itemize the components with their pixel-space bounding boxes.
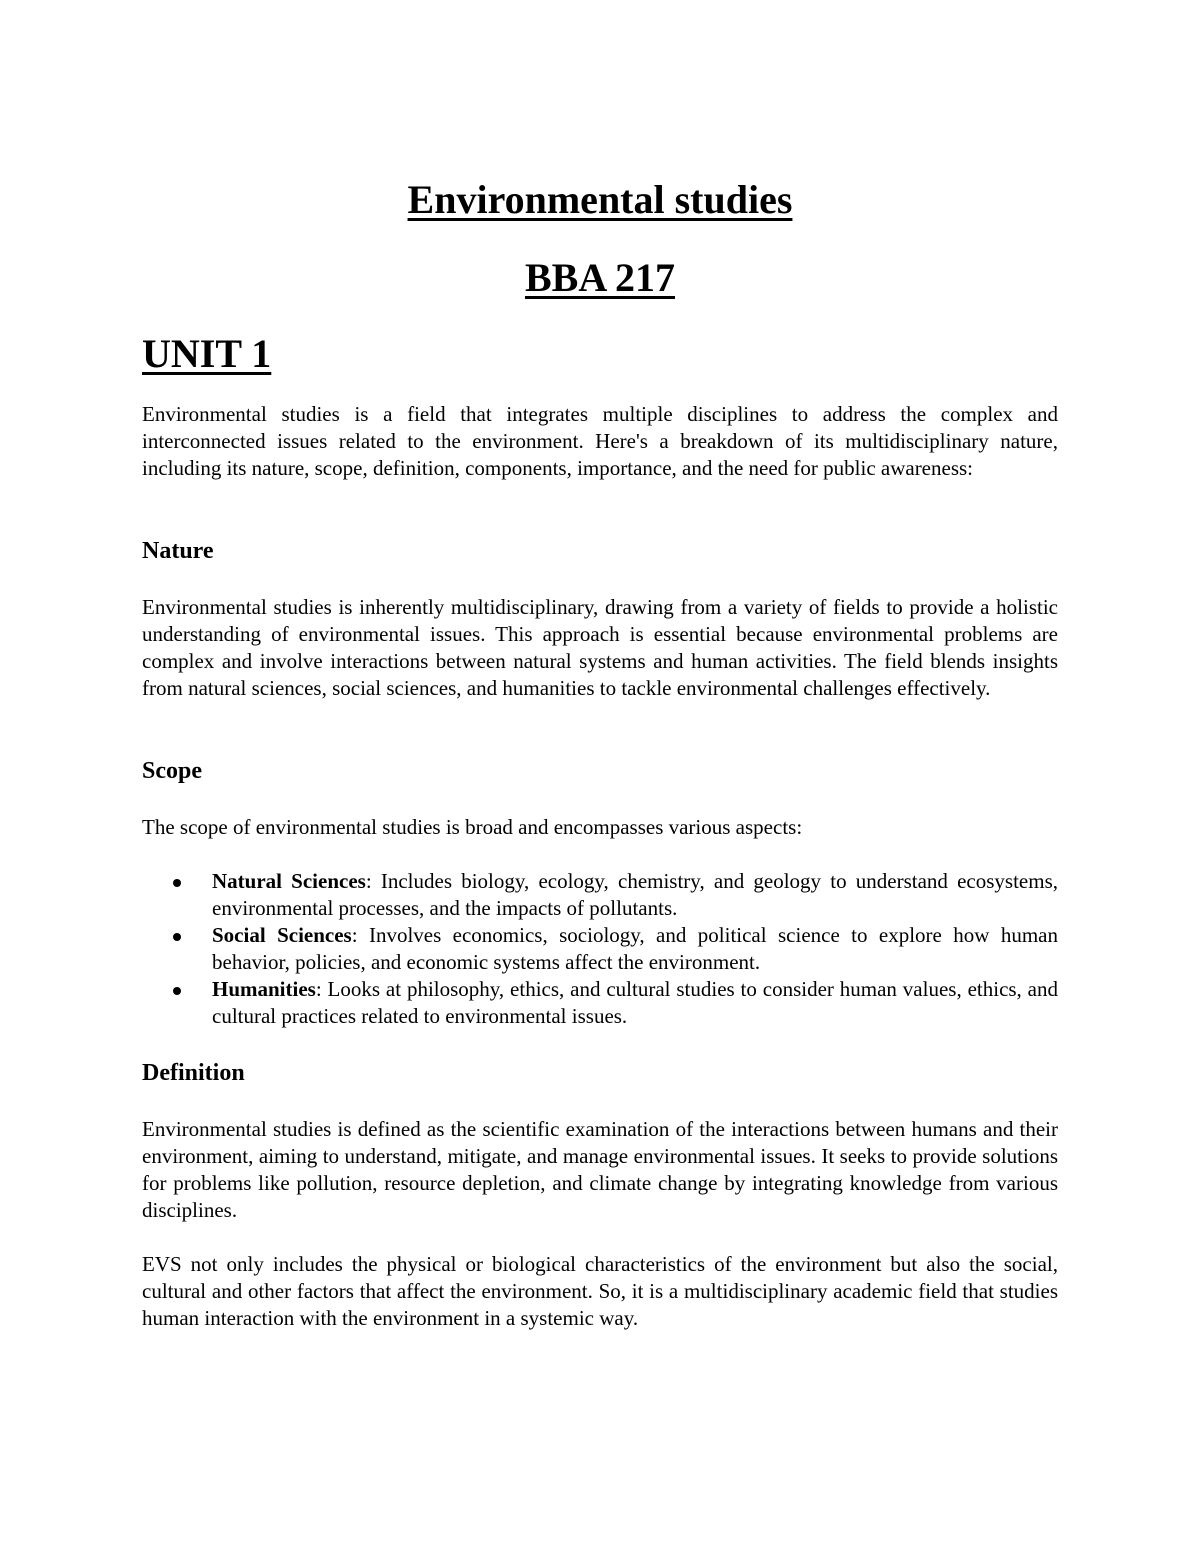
nature-heading: Nature xyxy=(142,538,214,564)
course-code-text: BBA 217 xyxy=(524,255,676,300)
document-title-text: Environmental studies xyxy=(407,177,793,222)
scope-paragraph: The scope of environmental studies is broad and encompasses various aspects: xyxy=(142,815,803,839)
bullet-icon xyxy=(173,933,181,941)
scope-list xyxy=(142,868,1058,1030)
definition-paragraph: Environmental studies is defined as the scientific examination of the interactions between humans and their environment, aiming to understand, mitigate, and manage environmental issues. It seeks to provide solutions for problems like pollution, resource depletion, and climate change by integrating knowledge from various disciplines. xyxy=(142,1117,1058,1222)
unit-heading-text: UNIT 1 xyxy=(142,331,272,376)
list-item-text: : Involves economics, sociology, and political science to explore how human behavior, policies, and economic systems affect the environment. xyxy=(212,923,1058,974)
list-item-term: Social Sciences xyxy=(212,923,352,947)
nature-paragraph: Environmental studies is inherently multidisciplinary, drawing from a variety of fields to provide a holistic understanding of environmental issues. This approach is essential because environmental problems are complex and involve interactions between natural systems and human activities. The field blends insights from natural sciences, social sciences, and humanities to tackle environmental challenges effectively. xyxy=(142,595,1058,700)
definition-heading: Definition xyxy=(142,1060,245,1086)
list-item-text: : Looks at philosophy, ethics, and cultural studies to consider human values, ethics, and cultural practices related to environmental issues. xyxy=(212,977,1058,1028)
list-item-term: Humanities xyxy=(212,977,316,1001)
list-item xyxy=(142,868,1058,922)
list-item-term: Natural Sciences xyxy=(212,869,366,893)
list-item xyxy=(142,976,1058,1030)
evs-paragraph: EVS not only includes the physical or biological characteristics of the environment but also the social, cultural and other factors that affect the environment. So, it is a multidisciplinary academic field that studies human interaction with the environment in a systemic way. xyxy=(142,1252,1058,1330)
bullet-icon xyxy=(173,987,181,995)
scope-heading: Scope xyxy=(142,758,202,784)
bullet-icon xyxy=(173,879,181,887)
intro-paragraph: Environmental studies is a field that integrates multiple disciplines to address the complex and interconnected issues related to the environment. Here's a breakdown of its multidisciplinary nature, including its nature, scope, definition, components, importance, and the need for public awareness: xyxy=(142,402,1058,480)
document-title xyxy=(142,176,1058,224)
unit-heading xyxy=(142,330,271,378)
list-item-text: : Includes biology, ecology, chemistry, and geology to understand ecosystems, environmental processes, and the impacts of pollutants. xyxy=(212,869,1058,920)
course-code xyxy=(142,254,1058,302)
list-item xyxy=(142,922,1058,976)
